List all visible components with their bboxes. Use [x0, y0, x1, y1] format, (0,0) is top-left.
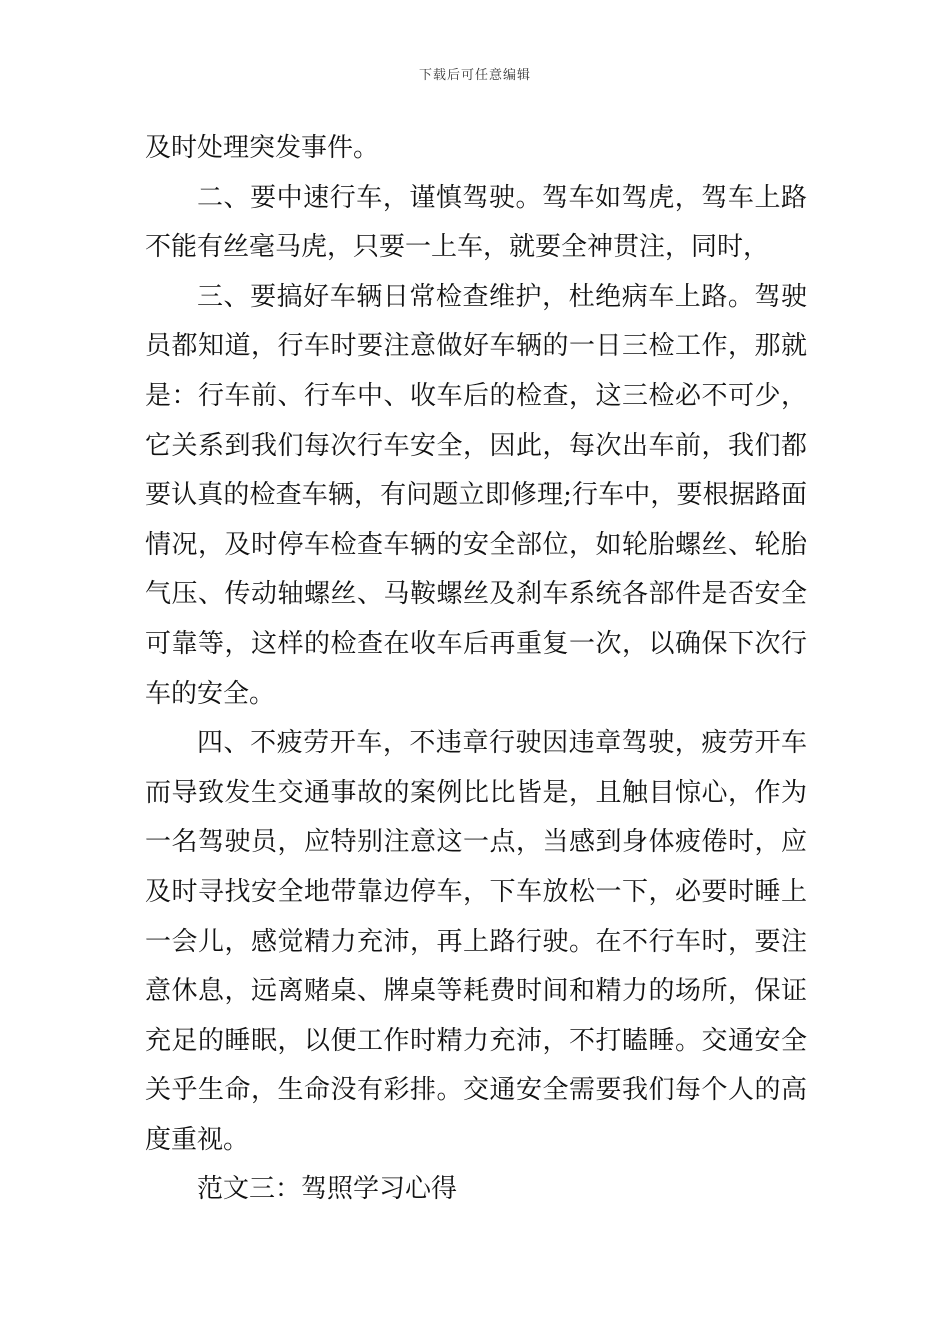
section-heading: 范文三：驾照学习心得 [197, 1174, 458, 1205]
paragraph-point-two: 二、要中速行车，谨慎驾驶。驾车如驾虎，驾车上路不能有丝毫马虎，只要一上车，就要全神贯注，同时， [145, 182, 807, 263]
paragraph-point-three: 三、要搞好车辆日常检查维护，杜绝病车上路。驾驶员都知道，行车时要注意做好车辆的一日三检工作，那就是：行车前、行车中、收车后的检查，这三检必不可少，它关系到我们每次行车安全，因此，每次出车前，我们都要认真的检查车辆，有问题立即修理;行车中，要根据路面情况，及时停车检查车辆的安全部位，如轮胎螺丝、轮胎气压、传动轴螺丝、马鞍螺丝及刹车系统各部件是否安全可靠等，这样的检查在收车后再重复一次，以确保下次行车的安全。 [145, 281, 807, 709]
paragraph-point-four: 四、不疲劳开车，不违章行驶因违章驾驶，疲劳开车而导致发生交通事故的案例比比皆是，且触目惊心，作为一名驾驶员，应特别注意这一点，当感到身体疲倦时，应及时寻找安全地带靠边停车，下车放松一下，必要时睡上一会儿，感觉精力充沛，再上路行驶。在不行车时，要注意休息，远离赌桌、牌桌等耗费时间和精力的场所，保证充足的睡眠，以便工作时精力充沛，不打瞌睡。交通安全关乎生命，生命没有彩排。交通安全需要我们每个人的高度重视。 [145, 728, 807, 1155]
document-body [145, 124, 807, 1215]
page-header: 下载后可任意编辑 [418, 68, 531, 83]
paragraph-continuation: 及时处理突发事件。 [145, 133, 380, 163]
